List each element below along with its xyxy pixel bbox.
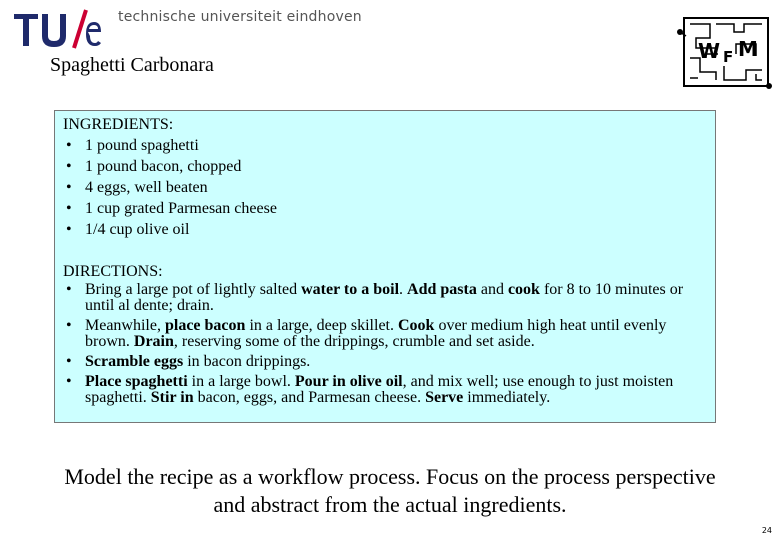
page-number: 24 bbox=[761, 526, 772, 535]
directions-heading: DIRECTIONS: bbox=[63, 263, 163, 280]
task-line: and abstract from the actual ingredients. bbox=[213, 492, 567, 517]
direction-text: Meanwhile, bbox=[85, 317, 165, 334]
direction-keyword: Serve bbox=[425, 389, 464, 406]
ingredient-item: • 1 cup grated Parmesan cheese bbox=[63, 198, 707, 219]
slide-title: Spaghetti Carbonara bbox=[50, 54, 214, 76]
directions-list bbox=[63, 282, 707, 406]
direction-item bbox=[63, 374, 707, 406]
direction-text: Bring a large pot of lightly salted bbox=[85, 281, 302, 298]
direction-text: over medium high heat until evenly brown. bbox=[85, 317, 667, 350]
section-spacer bbox=[63, 240, 707, 261]
direction-keyword: Drain bbox=[133, 333, 174, 350]
ingredients-heading: INGREDIENTS: bbox=[63, 116, 174, 133]
direction-text: bacon, eggs, and Parmesan cheese. bbox=[193, 389, 426, 406]
direction-text: in a large bowl. bbox=[187, 373, 295, 390]
wfm-logo bbox=[676, 14, 772, 90]
ingredient-item: • 1/4 cup olive oil bbox=[63, 219, 707, 240]
direction-text: immediately. bbox=[463, 389, 551, 406]
direction-keyword: place bacon bbox=[164, 317, 246, 334]
tue-logo-graphic bbox=[12, 8, 104, 50]
task-line: Model the recipe as a workflow process. Focus on the process perspective bbox=[64, 464, 716, 489]
direction-text: for 8 to 10 minutes or until al dente; drain. bbox=[85, 281, 684, 314]
svg-text:F: F bbox=[723, 48, 734, 66]
direction-text: in a large, deep skillet. bbox=[245, 317, 398, 334]
direction-keyword: Pour in olive oil bbox=[294, 373, 403, 390]
direction-item bbox=[63, 282, 707, 314]
direction-keyword: Stir in bbox=[150, 389, 194, 406]
ingredient-item: • 4 eggs, well beaten bbox=[63, 177, 707, 198]
direction-keyword: Add pasta bbox=[407, 281, 477, 298]
direction-text: and bbox=[476, 281, 508, 298]
direction-item bbox=[63, 354, 707, 370]
direction-text: , reserving some of the drippings, crumble and set aside. bbox=[173, 333, 535, 350]
direction-item bbox=[63, 318, 707, 350]
direction-keyword: Scramble eggs bbox=[85, 353, 184, 370]
recipe-box bbox=[54, 110, 716, 423]
university-name: technische universiteit eindhoven bbox=[118, 9, 362, 25]
ingredients-list bbox=[63, 135, 707, 240]
direction-text: in bacon drippings. bbox=[183, 353, 311, 370]
ingredient-item: • 1 pound bacon, chopped bbox=[63, 156, 707, 177]
tue-logo bbox=[12, 8, 104, 50]
direction-text: , and mix well; use enough to just moisten spaghetti. bbox=[85, 373, 674, 406]
svg-text:W: W bbox=[698, 39, 721, 63]
direction-keyword: Place spaghetti bbox=[85, 373, 188, 390]
ingredient-item: • 1 pound spaghetti bbox=[63, 135, 707, 156]
svg-text:M: M bbox=[738, 37, 758, 61]
direction-keyword: water to a boil bbox=[301, 281, 400, 298]
task-instruction bbox=[0, 463, 780, 519]
direction-text: . bbox=[399, 281, 408, 298]
direction-keyword: cook bbox=[507, 281, 540, 298]
wfm-logo-graphic bbox=[676, 14, 772, 90]
direction-keyword: Cook bbox=[397, 317, 435, 334]
